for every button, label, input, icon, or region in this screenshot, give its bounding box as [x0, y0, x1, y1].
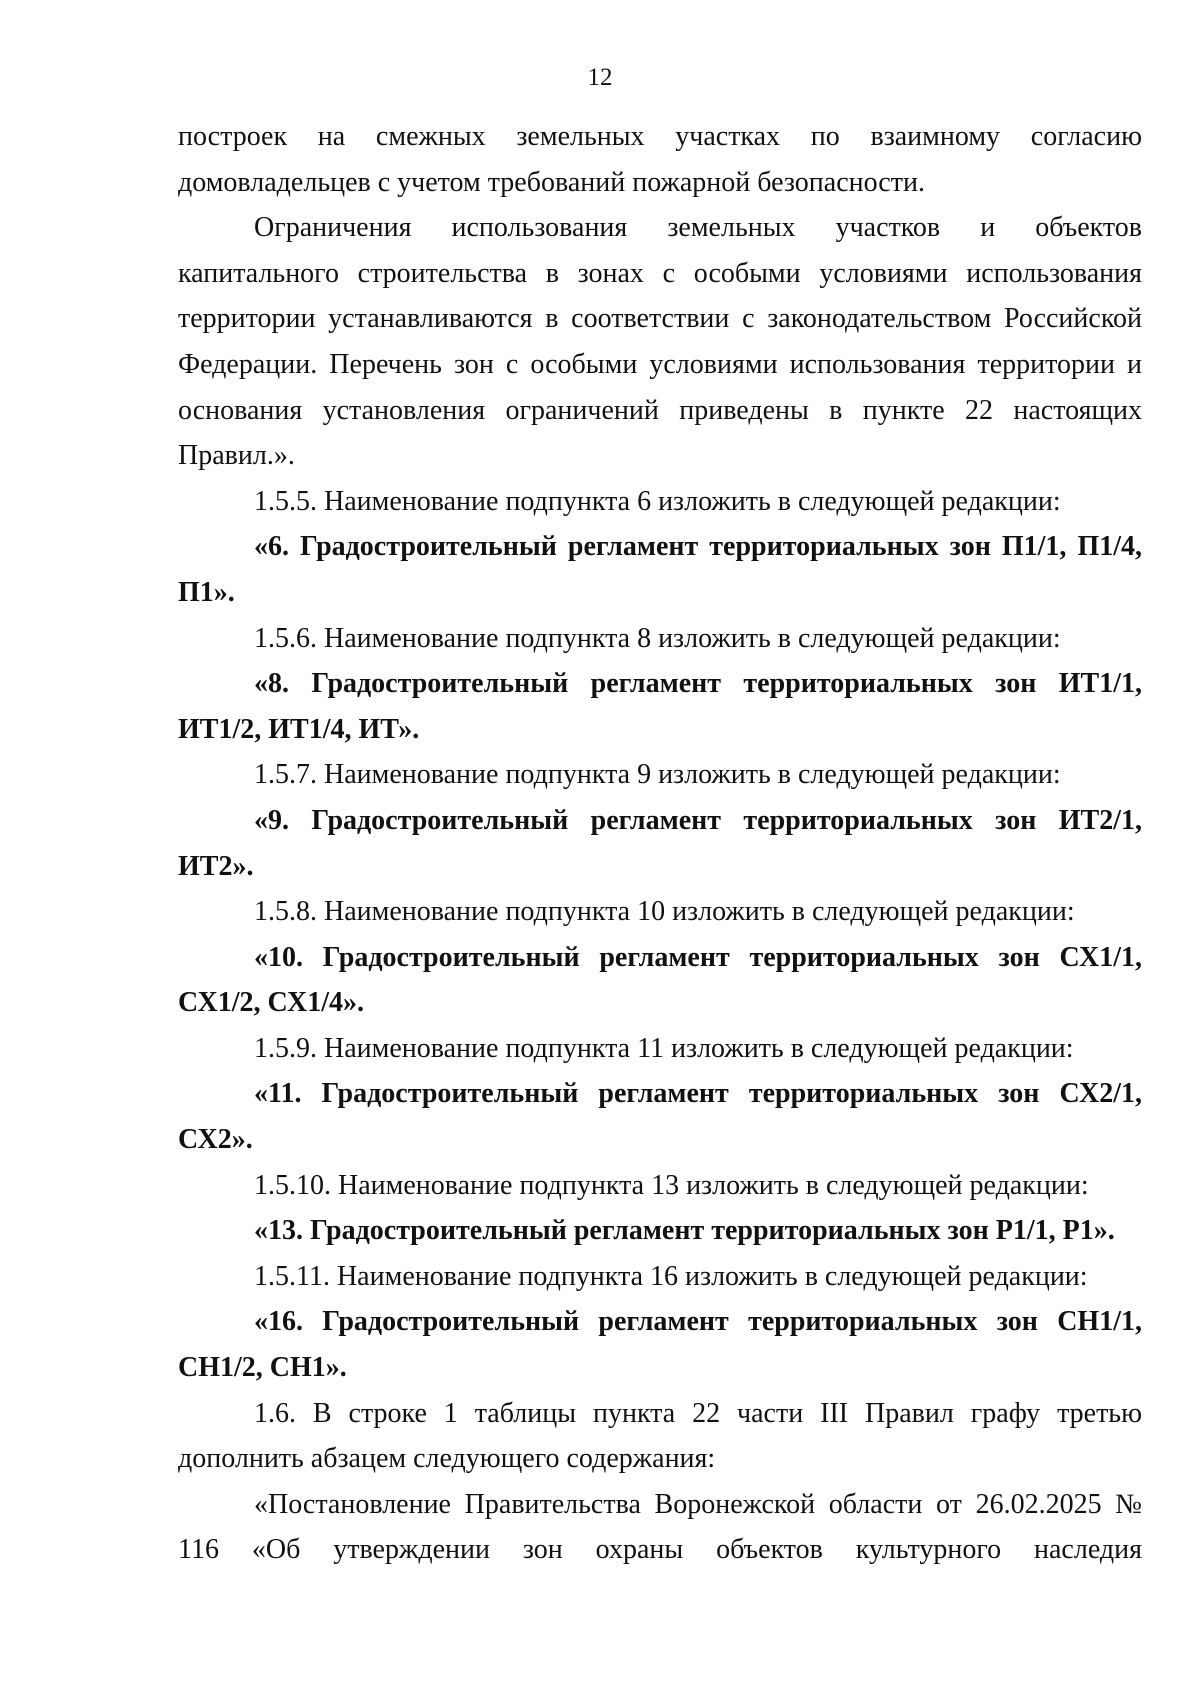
paragraph-new-heading-16: «16. Градостроительный регламент территориальных зон СН1/1, СН1/2, СН1».	[178, 1306, 1142, 1384]
paragraph-item-1-6: 1.6. В строке 1 таблицы пункта 22 части III Правил графу третью дополнить абзацем следующего содержания:	[178, 1397, 1142, 1475]
paragraph-new-heading-9: «9. Градостроительный регламент территориальных зон ИТ2/1, ИТ2».	[178, 804, 1142, 882]
paragraph-quoted-decree: «Постановление Правительства Воронежской области от 26.02.2025 № 116 «Об утверждении зон охраны объектов культурного наследия	[178, 1488, 1142, 1566]
paragraph-item-1-5-6: 1.5.6. Наименование подпункта 8 изложить в следующей редакции:	[254, 622, 1061, 654]
paragraph-continuation: построек на смежных земельных участках по взаимному согласию домовладельцев с учетом требований пожарной безопасности.	[178, 121, 1142, 198]
document-body	[178, 114, 1142, 1573]
paragraph-new-heading-13: «13. Градостроительный регламент территориальных зон Р1/1, Р1».	[254, 1215, 1115, 1247]
paragraph-new-heading-10: «10. Градостроительный регламент территориальных зон СХ1/1, СХ1/2, СХ1/4».	[178, 941, 1142, 1019]
paragraph-new-heading-6: «6. Градостроительный регламент территориальных зон П1/1, П1/4, П1».	[178, 531, 1142, 608]
paragraph-item-1-5-9: 1.5.9. Наименование подпункта 11 изложить в следующей редакции:	[254, 1032, 1074, 1064]
paragraph-item-1-5-5: 1.5.5. Наименование подпункта 6 изложить в следующей редакции:	[254, 485, 1061, 517]
paragraph-new-heading-8: «8. Градостроительный регламент территориальных зон ИТ1/1, ИТ1/2, ИТ1/4, ИТ».	[178, 668, 1142, 745]
paragraph-restrictions: Ограничения использования земельных участков и объектов капитального строительства в зонах с особыми условиями использования территории устанавливаются в соответствии с законодательством Российской Федерации. Перечень зон с особыми условиями использования территории и основания установления ограничений приведены в пункте 22 настоящих Правил.».	[178, 212, 1142, 472]
paragraph-item-1-5-7: 1.5.7. Наименование подпункта 9 изложить в следующей редакции:	[254, 759, 1061, 791]
paragraph-item-1-5-8: 1.5.8. Наименование подпункта 10 изложить в следующей редакции:	[254, 896, 1075, 928]
page-number: 12	[587, 64, 613, 91]
paragraph-new-heading-11: «11. Градостроительный регламент территориальных зон СХ2/1, СХ2».	[178, 1078, 1142, 1156]
paragraph-item-1-5-11: 1.5.11. Наименование подпункта 16 изложить в следующей редакции:	[254, 1260, 1088, 1292]
paragraph-item-1-5-10: 1.5.10. Наименование подпункта 13 изложить в следующей редакции:	[254, 1169, 1089, 1201]
